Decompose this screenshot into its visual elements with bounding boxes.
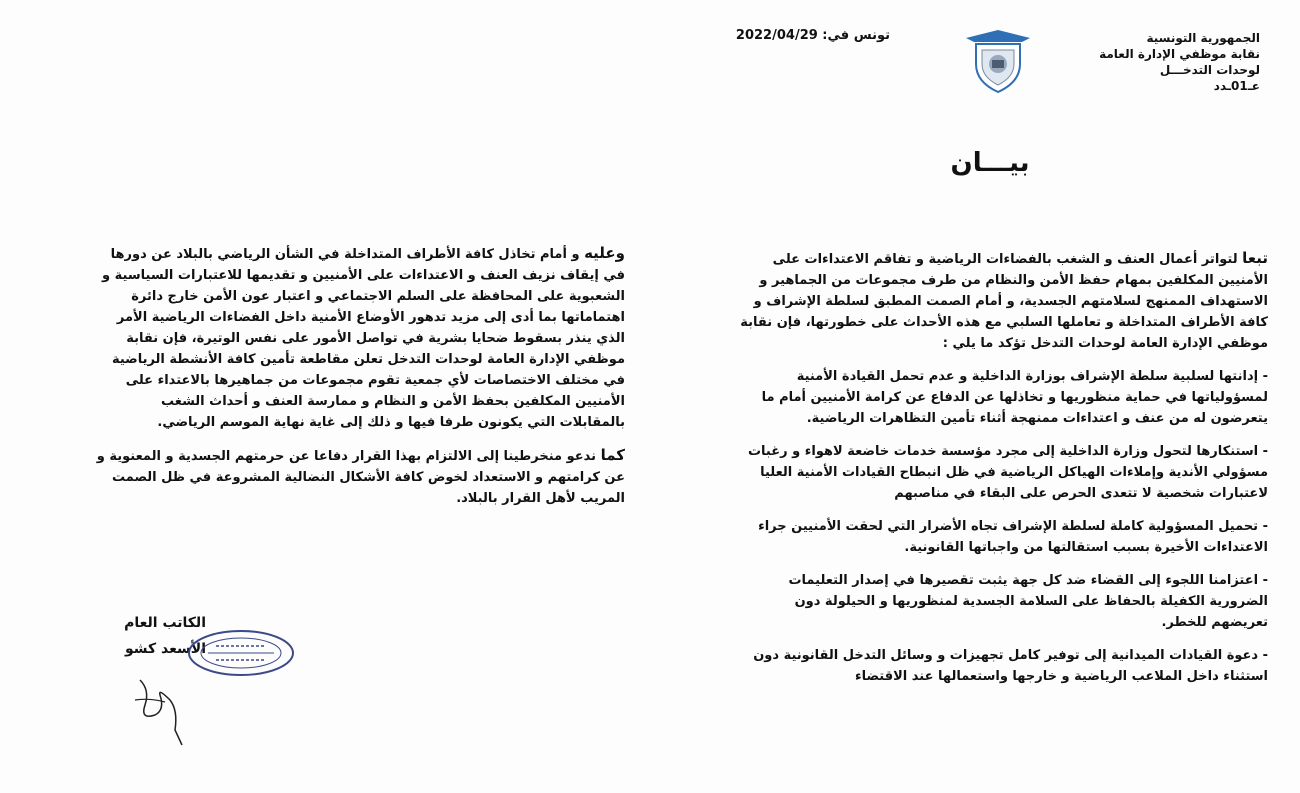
letterhead-line-union: نقابة موظفي الإدارة العامة: [1099, 47, 1260, 61]
statement-item: - استنكارها لتحول وزارة الداخلية إلى مجرد مؤسسة خدمات خاضعة لاهواء و رغبات مسؤولي الأندية وإملاءات الهياكل الرياضية في ظل انبطاح القيادات الأمنية العليا لاعتبارات شخصية لا تتعدى الحرص على البقاء في مناصبهم: [747, 444, 1268, 501]
call-text: ندعو منخرطينا إلى الالتزام بهذا القرار دفاعا عن حرمتهم الجسدية و المعنوية و عن كرامتهم و الاستعداد لخوض كافة الأشكال النضالية المشروعة في ظل الصمت المريب لأهل القرار بالبلاد.: [96, 449, 625, 506]
statement-intro: [738, 248, 1268, 354]
decision-text: و أمام تخاذل كافة الأطراف المتداخلة في الشأن الرياضي بالبلاد عن دورها في إيقاف نزيف العنف و الاعتداءات على الأمنيين و تقديمها للاعتبارات السياسية و الشعبوية على المحافظة على السلم الاجتماعي و اعتبار عون الأمن خارج دائرة اهتماماتها بما أدى إلى مزيد تدهور الأوضاع الأمنية داخل الفضاءات الرياضية الأمر الذي ينذر بسقوط ضحايا بشرية في تواصل الأمور على نفس الوتيرة، فإن نقابة موظفي الإدارة العامة لوحدات التدخل تعلن مقاطعة تأمين كافة الأنشطة الرياضية في مختلف الاختصاصات لأي جمعية تقوم مجموعات من جماهيرها بالاعتداء على الأمنيين المكلفين بحفظ الأمن و النظام و ممارسة العنف و أحداث الشغب بالمقابلات التي يكونون طرفا فيها و ذلك إلى غاية نهاية الموسم الرياضي.: [102, 247, 625, 430]
call-paragraph: [95, 445, 625, 509]
union-logo-icon: [962, 24, 1034, 96]
letterhead-line-number: عـ01ـدد: [1213, 79, 1260, 93]
decision-lead-word: وعليه: [584, 244, 625, 262]
call-lead-word: كما: [600, 446, 625, 464]
intro-lead-word: تبعا: [1242, 249, 1268, 267]
handwritten-signature-icon: [120, 660, 210, 750]
statement-item: - اعتزامنا اللجوء إلى القضاء ضد كل جهة يثبت تقصيرها في إصدار التعليمات الضرورية الكفيلة بالحفاظ على السلامة الجسدية لمنظوريها و الحيلولة دون تعريضهم للخطر.: [788, 573, 1268, 630]
signatory-name: الأسعد كشو: [124, 641, 206, 657]
signatory-role: الكاتب العام: [124, 615, 206, 631]
letterhead-line-republic: الجمهورية التونسية: [1146, 31, 1260, 45]
statement-item: - دعوة القيادات الميدانية إلى توفير كامل تجهيزات و وسائل التدخل القانونية دون استثناء داخل الملاعب الرياضية و خارجها واستعمالها عند الاقتضاء: [753, 648, 1268, 684]
document-date: تونس في: 2022/04/29: [735, 28, 890, 43]
document-title: بيـــان: [950, 148, 1030, 178]
statement-item: - تحميل المسؤولية كاملة لسلطة الإشراف تجاه الأضرار التي لحقت الأمنيين جراء الاعتداءات الأخيرة بسبب استقالتها من واجباتها القانونية.: [758, 519, 1268, 555]
statement-item: - إدانتها لسلبية سلطة الإشراف بوزارة الداخلية و عدم تحمل القيادة الأمنية لمسؤولياتها في حماية منظوريها و تخاذلها عن الدفاع عن كرامة الأمنيين أمام ما يتعرضون له من عنف و اعتداءات ممنهجة أثناء تأمين التظاهرات الرياضية.: [761, 369, 1268, 426]
statement-left-column: [95, 243, 625, 509]
letterhead-line-units: لوحدات التدخـــل: [1159, 63, 1260, 77]
intro-text: لتواتر أعمال العنف و الشغب بالفضاءات الرياضية و تفاقم الاعتداءات على الأمنيين المكلفين بمهام حفظ الأمن والنظام من طرف مجموعات من الجماهير و الاستهداف الممنهج لسلامتهم الجسدية، و أمام الصمت المطبق لسلطة الإشراف و كافة الأطراف المتداخلة و تعاملها السلبي مع هذه الأحداث على خطورتها، فإن نقابة موظفي الإدارة العامة لوحدات التدخل تؤكد ما يلي :: [740, 252, 1268, 351]
letterhead: [1060, 30, 1260, 94]
statement-right-column: [738, 248, 1268, 687]
decision-paragraph: [95, 243, 625, 433]
